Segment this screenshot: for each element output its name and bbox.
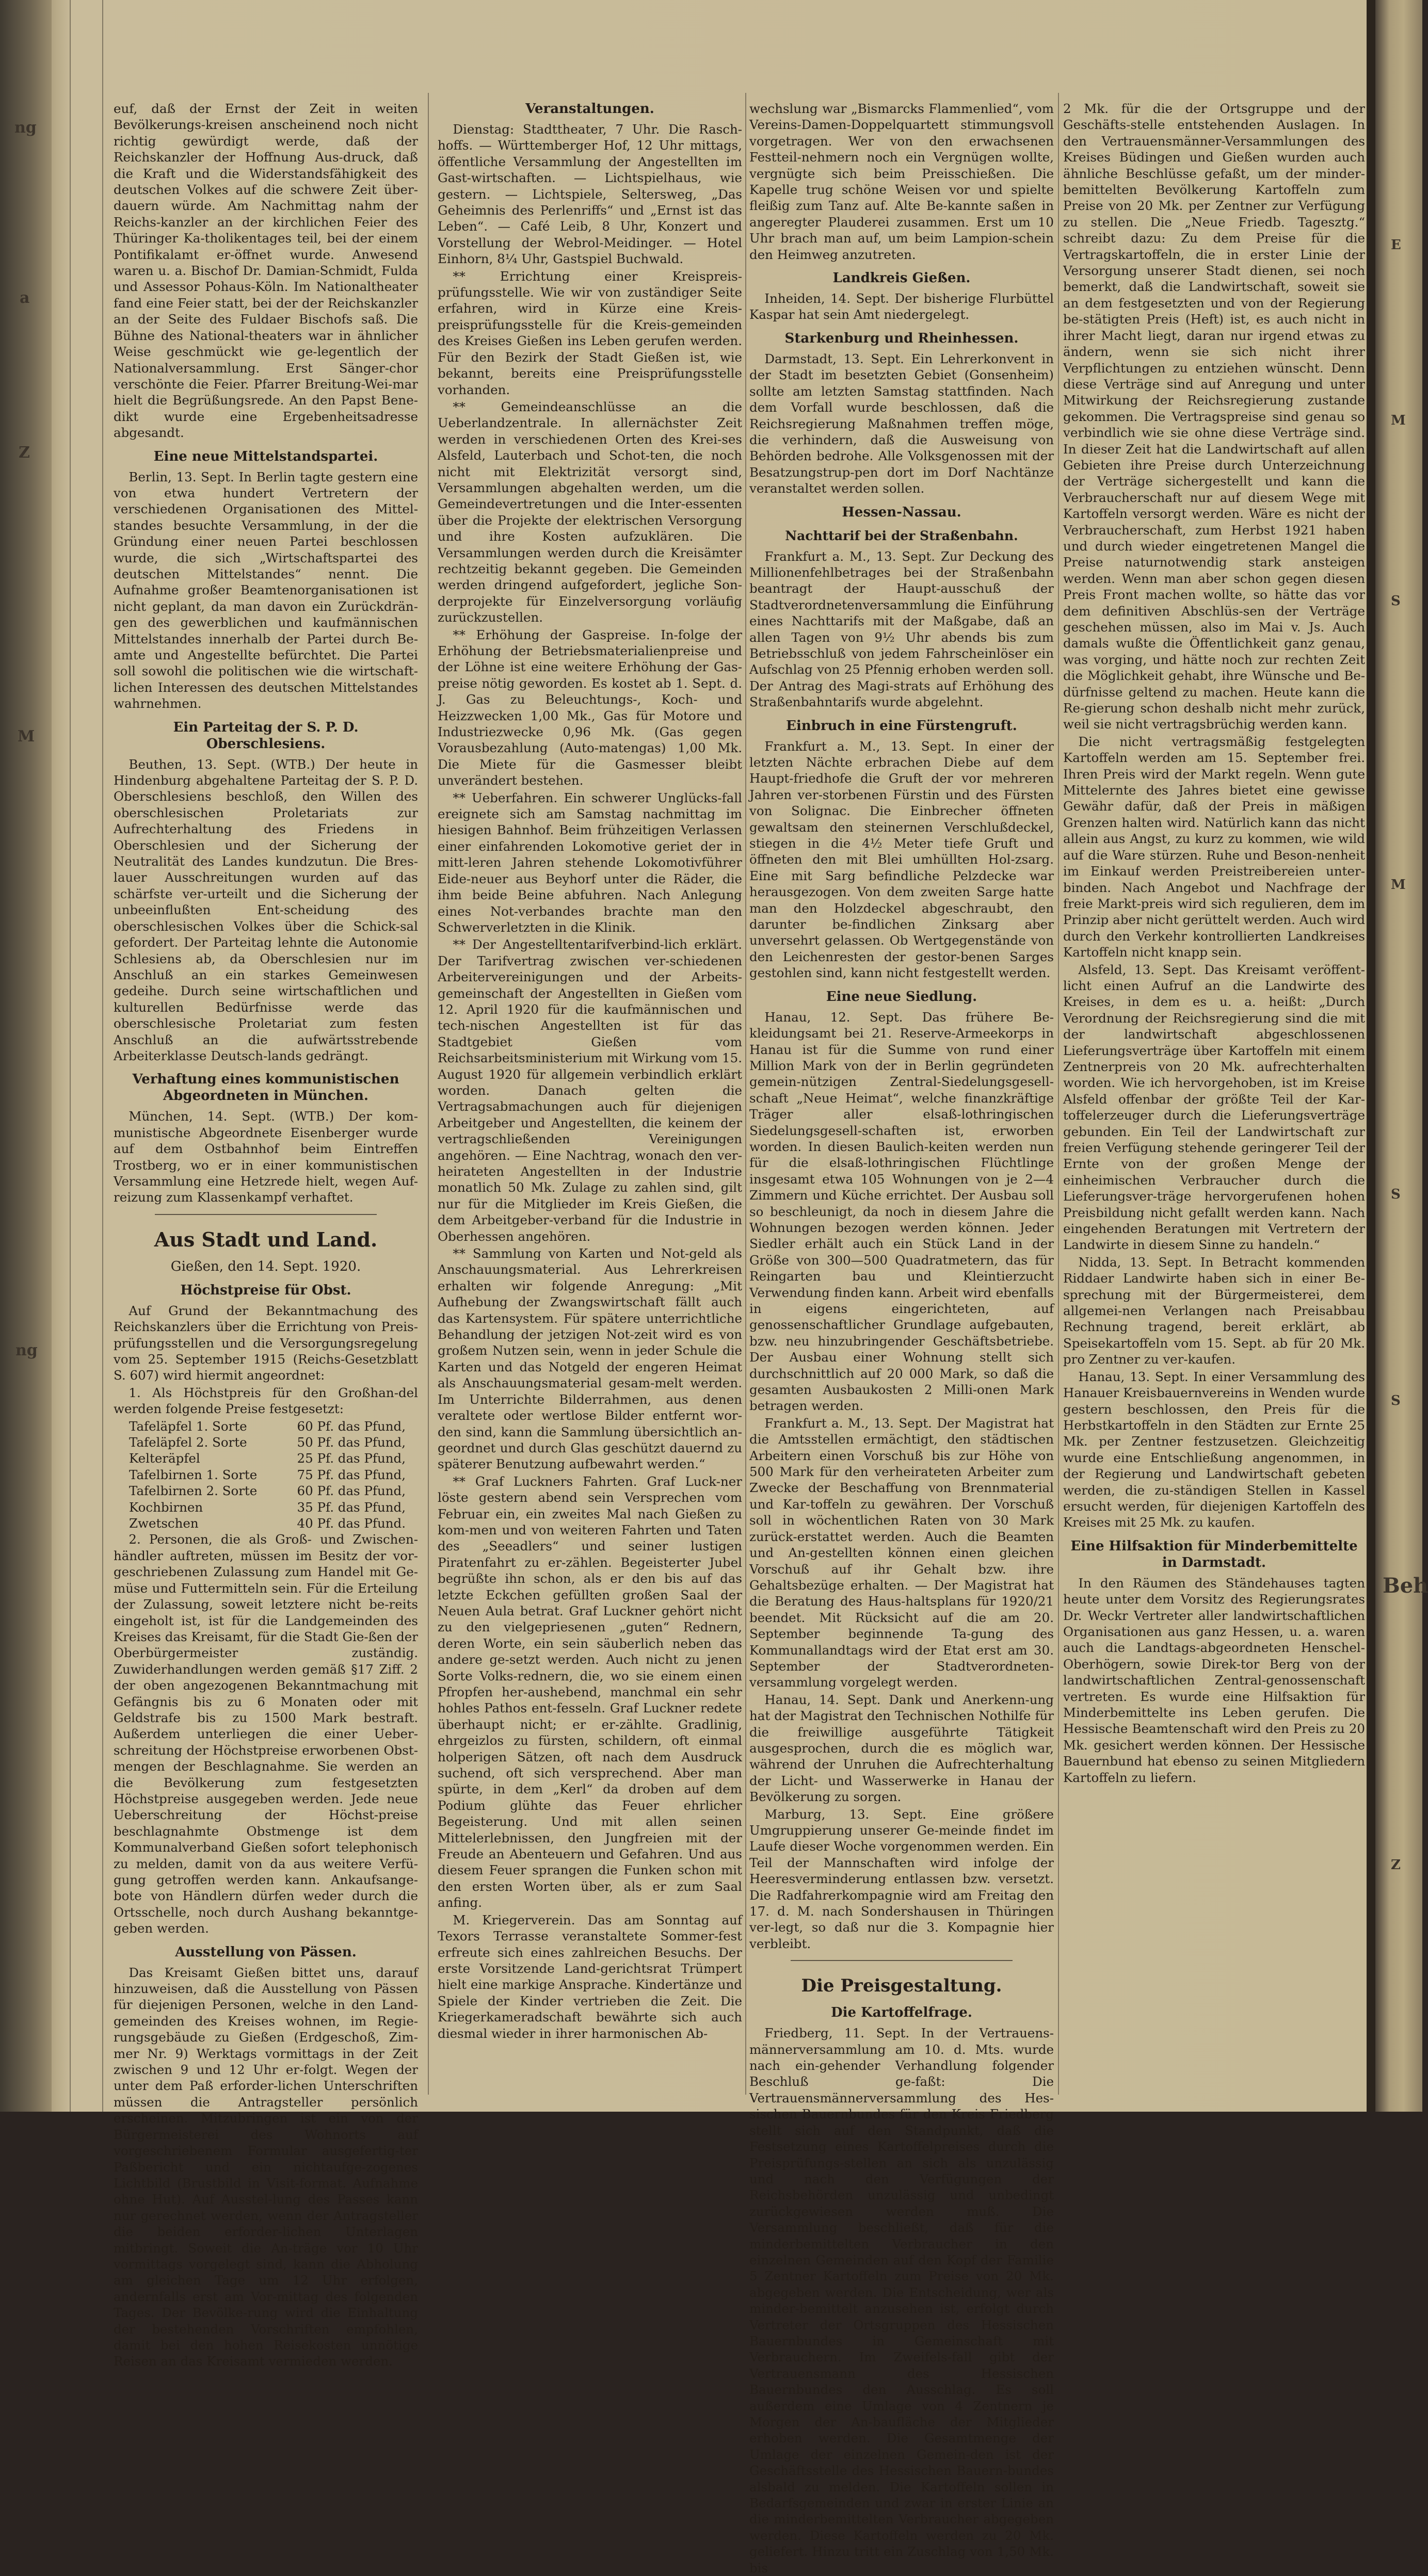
price-row [114, 1467, 418, 1483]
article-text: ** Der Angestelltentarifverbind-lich erklärt. Der Tarifvertrag zwischen ver-schiedenen Arbeitervereinigungen und der Arbeits-gemeinschaft der Angestellten in Gießen vom 12. April 1920 für die kaufmännischen und tech-nischen Angestellten ist für das Stadtgebiet Gießen vom Reichsarbeitsministerium mit Wirkung vom 15. August 1920 für allgemein verbindlich erklärt worden. Danach gelten die Vertragsabmachungen auch für diejenigen Arbeitgeber und Angestellten, die keinem der vertragschließenden Vereinigungen angehören. — Eine Nachtrag, wonach den ver-heirateten Angestellten in der Industrie monatlich 50 Mk. Zulage zu zahlen sind, gilt nur für die Mitglieder im Kreis Gießen, die dem Arbeitgeber-verband für die Industrie in Oberhessen angehören. [438, 937, 742, 1244]
right-page-fragment: M [1391, 413, 1406, 428]
article-text: Das Kreisamt Gießen bittet uns, darauf hinzuweisen, daß die Ausstellung von Pässen für diejenigen Personen, welche in den Land-gemeinden des Kreises wohnen, im Regie-rungsgebäude zu Gießen (Erdgeschoß, Zim-mer Nr. 9) Werktags vormittags in der Zeit zwischen 9 und 12 Uhr er-folgt. Wegen der unter dem Paß erforder-lichen Unterschriften müssen die Antragsteller persönlich erscheinen. Mitzubringen ist ein von der Bürgermeisterei des Wohnorts auf vorgeschriebenem Formular ausgefertig-ter Paßbericht und ein nichtaufge-zogenes Lichtbild (Brustbild in Visit-format. Aufnahme ohne Hut). Auf Ausstel-lung des Passes kann nur gerechnet werden, wenn der Antragsteller die beiden erforder-lichen Unterlagen mitbringt. Soweit die An-träge vor 10 Uhr vormittags vorgelegt sind, kann die Abholung am gleichen Tage um 12 Uhr erfolgen, andernfalls erst am Vor-mittag des folgenden Tages. Der Bevölke-rung wird die Einhaltung der bestehenden Vorschriften empfohlen, damit bei den hohen Reisekosten unnötige Reisen an das Kreisamt vermieden werden. [114, 1965, 418, 2369]
left-margin-fragment: M [18, 727, 35, 746]
right-page-edge [1375, 0, 1428, 2112]
headline-nachtarif: Nachttarif bei der Straßenbahn. [785, 528, 1018, 543]
right-page-fragment: S [1391, 1393, 1401, 1408]
left-margin-fragment: Z [19, 444, 30, 462]
column-3 [749, 101, 1054, 2575]
article-text: Frankfurt a. M., 13. Sept. Zur Deckung des Millionenfehlbetrages bei der Straßenbahn beantragt der Haupt-ausschuß der Stadtverordnetenversammlung die Einführung eines Nachttarifs mit der Maßgabe, daß an allen Tagen von 9½ Uhr abends bis zum Betriebsschluß von jedem Fahrscheinlöser ein Aufschlag von 25 Pfennig erhoben werden soll. Der Antrag des Magi-strats auf Erhöhung des Straßenbahntarifs wurde abgelehnt. [749, 548, 1054, 710]
price-item: Tafelbirnen 1. Sorte [129, 1467, 258, 1482]
price-value: 25 Pf. das Pfund, [297, 1451, 406, 1466]
headline-hoechstpreise: Höchstpreise für Obst. [180, 1282, 351, 1298]
article-text: ** Errichtung einer Kreispreis-prüfungsstelle. Wie wir von zuständiger Seite erfahren, wird in Kürze eine Kreis-preisprüfungsstelle für die Kreis-gemeinden des Kreises Gießen ins Leben gerufen werden. Für den Bezirk der Stadt Gießen ist, wie bekannt, bereits eine Preisprüfungsstelle vorhanden. [438, 268, 742, 397]
price-item: Tafelbirnen 2. Sorte [129, 1483, 258, 1499]
article-text: Frankfurt a. M., 13. Sept. In einer der letzten Nächte erbrachen Diebe auf dem Haupt-friedhofe die Gruft der vor mehreren Jahren ver-storbenen Fürstin und des Fürsten von Solignac. Die Einbrecher öffneten gewaltsam den steinernen Verschlußdeckel, stiegen in die 4½ Meter tiefe Gruft und öffneten den mit Blei umhüllten Hol-zsarg. Eine mit Sarg befindliche Pelzdecke war herausgezogen. Von dem zweiten Sarge hatte man den Holzdeckel abgeschraubt, den darunter be-findlichen Zinksarg aber unversehrt gelassen. Ob Wertgegenstände von den Leichenresten der gestor-benen Sarges gestohlen sind, kann nicht festgestellt werden. [749, 738, 1054, 981]
headline-mittelstand: Eine neue Mittelstandspartei. [153, 448, 378, 464]
article-text: Hanau, 12. Sept. Das frühere Be-kleidungsamt bei 21. Reserve-Armeekorps in Hanau ist für die Summe von rund einer Million Mark von der in Berlin gegründeten gemein-nützigen Zentral-Siedelungsgesell-schaft „Neue Heimat“, welche finanzkräftige Träger aller elsaß-lothringischen Siedelungsgesell-schaften ist, erworben worden. In diesen Baulich-keiten werden nun für die elsaß-lothringischen Flüchtlinge insgesamt etwa 105 Wohnungen von je 2—4 Zimmern und Küche errichtet. Der Ausbau soll so beschleunigt, da noch in diesem Jahre die Wohnungen bezogen werden können. Jeder Siedler erhält auch ein Stück Land in der Größe von 300—500 Quadratmetern, das für Reingarten bau und Kleintierzucht Verwendung finden kann. Arbeit wird ebenfalls in eigens eingerichteten, auf genossenschaftlicher Grundlage aufgebauten, bzw. neu hinzubringender Geschäftsbetriebe. Der Ausbau einer Wohnung stellt sich durchschnittlich auf 20 000 Mark, so daß die gesamten Ausbaukosten 2 Milli-onen Mark betragen werden. [749, 1009, 1054, 1414]
article-text: ** Ueberfahren. Ein schwerer Unglücks-fall ereignete sich am Samstag nachmittag im hiesigen Bahnhof. Beim frühzeitigen Verlassen einer einfahrenden Lokomotive geriet der in mitt-leren Jahren stehende Lokomotivführer Eide-neuer aus Beyhorf unter die Räder, die ihm beide Beine abfuhren. Nach Anlegung eines Not-verbandes brachte man den Schwerverletzten in die Klinik. [438, 790, 742, 935]
article-text: 1. Als Höchstpreis für den Großhan-del werden folgende Preise festgesetzt: [114, 1385, 418, 1417]
column-rule [745, 93, 746, 2095]
price-item: Tafeläpfel 2. Sorte [129, 1435, 247, 1450]
article-text: ** Gemeindeanschlüsse an die Ueberlandzentrale. In allernächster Zeit werden in verschiedenen Orten des Krei-ses Alsfeld, Lauterbach und Schot-ten, die noch nicht mit Elektrizität versorgt sind, Versammlungen abgehalten werden, um die Gemeindevertretungen und die Inter-essenten über die Projekte der elektrischen Versorgung und ihre Kosten aufzuklären. Die Versammlungen werden durch die Kreisämter rechtzeitig bekannt gegeben. Die Gemeinden werden dringend aufgefordert, jegliche Son-derprojekte für Einzelversorgung vorläufig zurückzustellen. [438, 399, 742, 625]
price-item: Zwetschen [129, 1516, 199, 1531]
article-text: 2 Mk. für die der Ortsgruppe und der Geschäfts-stelle entstehenden Auslagen. In den Vertrauensmänner-Versammlungen des Kreises Büdingen und Gießen wurden auch ähnliche Beschlüsse gefaßt, um der minder-bemittelten Bevölkerung Kartoffeln zum Preise von 20 Mk. per Zentner zur Verfügung zu stellen. Die „Neue Friedb. Tagesztg.“ schreibt dazu: Zu dem Preise für die Vertragskartoffeln, die in erster Linie der Versorgung unserer Stadt dienen, sei noch bemerkt, daß die Landwirtschaft, soweit sie an dem festgesetzten und von der Regierung be-stätigten Preis (Heft) ist, es auch nicht in ihrer Macht liegt, daran nur irgend etwas zu ändern, wenn sie sich nicht ihrer Verpflichtungen zu entziehen wünscht. Denn diese Verträge sind auf Anregung und unter Mitwirkung der Reichsregierung zustande gekommen. Die Vertragspreise sind genau so verbindlich wie sie ohne diese Verträge sind. In dieser Zeit hat die Landwirtschaft auf allen Gebieten ihre Preise durch Unterzeichnung der Verträge sichergestellt und kann die Verbraucherschaft nur auf diesem Wege mit Kartoffeln versorgt werden. Wäre es nicht der Verbraucherschaft, zum Herbst 1921 haben und durch wieder eingetretenen Mangel die Preise naturnotwendig stark ansteigen werden. Wenn man aber schon gegen diesen Preis Front machen wollte, so hätte das vor dem definitiven Abschlüs-sen der Verträge geschehen müssen, also im Mai v. Js. Auch damals wußte die Öffentlichkeit ganz genau, was vorging, und hätte noch zur rechten Zeit die Möglichkeit gehabt, ihre Wünsche und Be-dürfnisse geltend zu machen. Heute kann die Re-gierung schon deshalb nicht mehr zurück, weil sie nicht vertragsbrüchig werden kann. [1063, 101, 1365, 732]
right-page-fragment: S [1391, 593, 1401, 609]
right-page-fragment: S [1391, 1187, 1401, 1202]
left-margin-fragment: a [20, 289, 30, 307]
headline-paesse: Ausstellung von Pässen. [175, 1944, 357, 1960]
left-margin-fragment: ng [14, 119, 37, 137]
section-divider [155, 1214, 377, 1215]
left-margin-fragment: ng [15, 1341, 38, 1359]
price-row [114, 1483, 418, 1499]
column-rule [1058, 93, 1059, 2095]
article-text: euf, daß der Ernst der Zeit in weiten Bevölkerungs-kreisen anscheinend noch nicht richtig gewürdigt werde, daß der Reichskanzler der Hoffnung Aus-druck, daß die Kraft und die Widerstandsfähigkeit des deutschen Volkes auf die schwere Zeit über-dauern würde. Am Nachmittag nahm der Reichs-kanzler an der kirchlichen Feier des Thüringer Ka-tholikentages teil, bei der einem Pontifikalamt er-öffnet wurde. Anwesend waren u. a. Bischof Dr. Damian-Schmidt, Fulda und Assessor Pohaus-Köln. Im Nationaltheater fand eine Feier statt, bei der der Reichskanzler an der Seite des Fuldaer Bischofs saß. Die Bühne des National-theaters war in ähnlicher Weise geschmückt wie ge-legentlich der Nationalversammlung. Erst Sänger-chor verschönte die Feier. Pfarrer Breitung-Wei-mar hielt die Begrüßungsrede. An den Papst Bene-dikt wurde eine Ergebenheitsadresse abgesandt. [114, 101, 418, 441]
price-row [114, 1515, 418, 1531]
binding-edge [102, 0, 103, 2112]
price-row [114, 1418, 418, 1434]
price-value: 50 Pf. das Pfund, [297, 1435, 406, 1450]
right-page-fragment: E [1391, 237, 1401, 253]
article-text: Frankfurt a. M., 13. Sept. Der Magistrat hat die Amtsstellen ermächtigt, den städtischen Arbeitern einen Vorschuß bis zur Höhe von 500 Mark für den verheirateten Arbeiter zum Zwecke der Beschaffung von Brennmaterial und Kar-toffeln zu gewähren. Der Vorschuß soll in wöchentlichen Raten von 30 Mark zurück-erstattet werden. Auch die Beamten und An-gestellten können einen gleichen Vorschuß auf ihr Gehalt bzw. ihre Gehaltsbezüge erhalten. — Der Magistrat hat die Beratung des Haus-haltsplans für 1920/21 beendet. Mit Rücksicht auf die am 20. September beginnende Ta-gung des Kommunallandtags wird der Etat erst am 30. September der Stadtverordneten-versammlung vorgelegt werden. [749, 1415, 1054, 1690]
price-value: 40 Pf. das Pfund. [297, 1516, 406, 1531]
right-page-fragment: Z [1391, 1857, 1401, 1873]
price-item: Kelteräpfel [129, 1451, 200, 1466]
price-value: 35 Pf. das Pfund, [297, 1499, 406, 1515]
article-text: Alsfeld, 13. Sept. Das Kreisamt veröffent-licht einen Aufruf an die Landwirte des Kreises, in dem es u. a. heißt: „Durch Verordnung der Reichsregierung sind die mit der landwirtschaft abgeschlossenen Lieferungsverträge über Kartoffeln mit einem Zentnerpreis von 20 Mk. aufrechterhalten worden. Wie ich hervorgehoben, ist im Kreise Alsfeld offenbar der größte Teil der Kar-toffelerzeuger durch die Lieferungsverträge gebunden. Ein Teil der Landwirtschaft zur freien Verfügung stehende geringerer Teil der Ernte von der großen Menge der einheimischen Verbraucher durch die Lieferungsver-träge hervorgerufenen hohen Preisbildung nicht gefallt werden kann. Nach eingehenden Beratungen mit Vertretern der Landwirte in diesem Sinne zu handeln.“ [1063, 962, 1365, 1253]
right-page-fragment: Beh [1383, 1574, 1428, 1598]
headline-veranstaltungen: Veranstaltungen. [525, 101, 654, 117]
left-page-edge [0, 0, 52, 2112]
article-text: Inheiden, 14. Sept. Der bisherige Flurbüttel Kaspar hat sein Amt niedergelegt. [749, 291, 1054, 322]
price-item: Tafeläpfel 1. Sorte [129, 1418, 247, 1434]
headline-hilfsaktion: Eine Hilfsaktion für Minderbemittelte in Darmstadt. [1070, 1538, 1358, 1570]
column-2 [438, 101, 742, 2092]
article-text: Die nicht vertragsmäßig festgelegten Kartoffeln werden am 15. September frei. Ihren Preis wird der Markt regeln. Wenn gute Mittelernte des Jahres bietet eine gewisse Gewähr dafür, daß der Preis in mäßigen Grenzen halten wird. Natürlich kann das nicht allein aus Angst, zu kurz zu kommen, wie wild auf die Ware stürzen. Ruhe und Beson-nenheit im Einkauf werden Preistreibereien unter-binden. Nach Angebot und Nachfrage der freie Markt-preis wird sich regulieren, dem im Prinzip aber nicht gerüttelt werden. Auch wird durch den Verkehr kontrollierten Landkreises Kartoffeln nicht knapp sein. [1063, 734, 1365, 960]
article-text: wechslung war „Bismarcks Flammenlied“, vom Vereins-Damen-Doppelquartett stimmungsvoll vorgetragen. Wer von den erwachsenen Festteil-nehmern noch ein Vergnügen wollte, vergnügte sich beim Preisschießen. Die Kapelle trug schöne Weisen vor und spielte fleißig zum Tanz auf. Alte Be-kannte saßen in angeregter Plauderei zusammen. Erst um 10 Uhr brach man auf, um beim Lampion-schein den Heimweg anzutreten. [749, 101, 1054, 262]
article-text: ** Graf Luckners Fahrten. Graf Luck-ner löste gestern abend sein Versprechen vom Februar ein, ein zweites Mal nach Gießen zu kom-men und von weiteren Fahrten und Taten des „Seeadlers“ und seiner lustigen Piratenfahrt zu er-zählen. Begeisterter Jubel begrüßte ihn schon, als er den bis auf das letzte Eckchen gefüllten großen Saal der Neuen Aula betrat. Graf Luckner gehört nicht zu den vielgepriesenen „guten“ Rednern, deren Worte, ein sein säuberlich neben das andere ge-setzt werden. Auch nicht zu jenen Sorte Volks-rednern, die, wo sie einem einen Pfropfen her-aushebend, manchmal ein sehr hohles Pathos ent-fesseln. Graf Luckner redete überhaupt nicht; er er-zählte. Gradlinig, ehrgeizlos zu fürsten, schildern, oft einmal holperigen Sätzen, oft nach dem Ausdruck suchend, oft sich versprechend. Aber man spürte, in dem „Kerl“ da droben auf dem Podium glühte das Feuer ehrlicher Begeisterung. Und mit allen seinen Mittelerlebnissen, den Jungfreien mit der Freude an Abenteuern und Gefahren. Und aus diesem Feuer sprangen die Funken schon mit den ersten Worten über, als er zum Saal anfing. [438, 1473, 742, 1910]
article-text: M. Kriegerverein. Das am Sonntag auf Texors Terrasse veranstaltete Sommer-fest erfreute sich eines zahlreichen Besuchs. Der erste Vorsitzende Land-gerichtsrat Trümpert hielt eine markige Ansprache. Kindertänze und Spiele der Kinder vertrieben die Zeit. Die Kriegerkameradschaft bewährte sich auch diesmal wieder in ihrer harmonischen Ab- [438, 1912, 742, 2041]
price-list [114, 1418, 418, 1532]
headline-fuerstengruft: Einbruch in eine Fürstengruft. [786, 718, 1017, 734]
price-value: 60 Pf. das Pfund, [297, 1483, 406, 1499]
column-4 [1063, 101, 1365, 2092]
headline-verhaftung: Verhaftung eines kommunistischen Abgeordneten in München. [132, 1072, 399, 1104]
column-rule [428, 93, 429, 2095]
headline-hessen-nassau: Hessen-Nassau. [842, 504, 961, 520]
article-text: Friedberg, 11. Sept. In der Vertrauens-männerversammlung am 10. d. Mts. wurde nach ein-gehender Verhandlung folgender Beschluß ge-faßt: Die Vertrauensmännerversammlung des Hes-sischen Bauernbundes für den Kreis Friedberg stellt sich auf den Standpunkt, daß die Festsetzung eines Kartoffelpreises durch die Preisprüfungs-stellen an sich als unzulässig und nach den Verfügungen der Reichsbehörden unzulässig und unbedingt zurückgewiesen werden muß. Die Versammlung beschließt, daß für die minderbemittelten Verbraucher in den einzelnen Gemeinden auf den Kopf der Familie 5 Zentner Kartoffeln zum Preise von 20 Mk. abgegeben werden. Die Entscheidung, wer als minder-bemittelt anzusehen ist, erfolgt durch Vertreter der Ortsgruppen des Hessischen Bauernbundes in Gemeinschaft mit Verbrauchern. Im Zweifels-fall gibt der Vertrauensmann des Hessischen Bauernbundes den Ausschlag. Es soll außerdem eine Umlage von 4 Zentnern je Morgen der An-baufläche der Mitglieder erhoben werden. Die Gesamtmenge der Umlage der einzelnen Gemein-den ist der Geschäftsstelle des Hessischen Bauern-bundes alsbald zu melden. Die Kartoffeln sollen in Bedarfsgemeinden und zwar in erster Linie an die minderbemittelten Verbraucher abgegeben werden. Diese Kartoffeln werden zu 20 Mk. geliefert. Hinzu tritt ein Zuschlag von 1,50 Mk. bis [749, 2026, 1054, 2575]
dateline: Gießen, den 14. Sept. 1920. [170, 1258, 361, 1274]
price-row [114, 1450, 418, 1466]
section-divider [791, 1960, 1013, 1961]
headline-starkenburg: Starkenburg und Rheinhessen. [784, 330, 1019, 346]
section-title-preisgestaltung: Die Preisgestaltung. [801, 1975, 1002, 1997]
binding-edge [70, 0, 71, 2112]
article-text: Berlin, 13. Sept. In Berlin tagte gestern eine von etwa hundert Vertretern der verschiedenen Organisationen des Mittel-standes besuchte Versammlung, in der die Gründung einer neuen Partei beschlossen wurde, die sich „Wirtschaftspartei des deutschen Mittelstandes“ nennt. Die Aufnahme großer Beamtenorganisationen ist nicht geplant, da man davon ein Zurückdrän-gen des gewerblichen und kaufmännischen Mittelstandes innerhalb der Partei durch Be-amte und Angestellte befürchtet. Die Partei soll sowohl die politischen wie die wirtschaft-lichen Interessen des deutschen Mittelstandes wahrnehmen. [114, 469, 418, 711]
article-text: Darmstadt, 13. Sept. Ein Lehrerkonvent in der Stadt im besetzten Gebiet (Gonsenheim) sollte am letzten Samstag stattfinden. Nach dem Vorfall wurde beschlossen, daß die Reichsregierung Maßnahmen treffen möge, die verhindern, daß die Ausweisung von Behörden bedrohe. Alle Volksgenossen mit der Besatzungstrup-pen dort im Dorf Nachtänze veranstaltet werden sollen. [749, 351, 1054, 496]
headline-parteitag: Ein Parteitag der S. P. D. Oberschlesiens. [173, 719, 359, 752]
article-text: Dienstag: Stadttheater, 7 Uhr. Die Rasch-hoffs. — Württemberger Hof, 12 Uhr mittags, öffentliche Versammlung der Angestellten im Gast-wirtschaften. — Lichtspielhaus, wie gestern. — Lichtspiele, Seltersweg, „Das Geheimnis des Perlenriffs“ und „Ernst ist das Leben“. — Café Leib, 8 Uhr, Konzert und Vorstellung der Webrol-Meidinger. — Hotel Einhorn, 8¼ Uhr, Gastspiel Buchwald. [438, 122, 742, 267]
article-text: In den Räumen des Ständehauses tagten heute unter dem Vorsitz des Regierungsrates Dr. Weckr Vertreter aller landwirtschaftlichen Organisationen aus ganz Hessen, u. a. waren auch die Landtags-abgeordneten Henschel-Oberhögern, sowie Direk-tor Berg von der landwirtschaftlichen Zentral-genossenschaft vertreten. Es wurde eine Hilfsaktion für Minderbemittelte ins Leben gerufen. Die Hessische Beamtenschaft wird den Preis zu 20 Mk. gesichert werden können. Der Hessische Bauernbund hat ebenso zu seinen Mitgliedern Kartoffeln zu liefern. [1063, 1575, 1365, 1785]
price-item: Kochbirnen [129, 1499, 203, 1515]
headline-siedlung: Eine neue Siedlung. [826, 989, 977, 1005]
article-text: München, 14. Sept. (WTB.) Der kom-munistische Abgeordnete Eisenberger wurde auf dem Ostbahnhof beim Eintreffen Trostberg, wo er in einer kommunistischen Versammlung eine Hetzrede hielt, wegen Auf-reizung zum Klassenkampf verhaftet. [114, 1109, 418, 1205]
article-text: Auf Grund der Bekanntmachung des Reichskanzlers über die Errichtung von Preis-prüfungsstellen und die Versorgungsregelung vom 25. September 1915 (Reichs-Gesetzblatt S. 607) wird hiermit angeordnet: [114, 1303, 418, 1383]
right-page-fragment: M [1391, 877, 1406, 893]
headline-landkreis: Landkreis Gießen. [832, 270, 971, 286]
article-text: Hanau, 13. Sept. In einer Versammlung des Hanauer Kreisbauernvereins in Wenden wurde gestern beschlossen, den Preis für die Herbstkartoffeln in den Städten zur Ernte 25 Mk. per Zentner festzusetzen. Gleichzeitig wurde eine Entschließung angenommen, in der Regierung und Landwirtschaft gebeten werden, die zu-ständigen Stellen in Kassel ersucht werden, für diejenigen Kartoffeln des Kreises mit 25 Mk. zu kaufen. [1063, 1369, 1365, 1530]
column-1 [114, 101, 418, 2369]
page-gutter [1367, 0, 1375, 2112]
headline-kartoffelfrage: Die Kartoffelfrage. [831, 2005, 972, 2021]
price-row [114, 1499, 418, 1515]
article-text: Nidda, 13. Sept. In Betracht kommenden Riddaer Landwirte haben sich in einer Be-sprechung mit der Bürgermeisterei, dem allgemei-nen Verlangen nach Preisabbau Rechnung tragend, bereit erklärt, ab Speisekartoffeln vom 15. Sept. ab für 20 Mk. pro Zentner zu ver-kaufen. [1063, 1254, 1365, 1367]
price-row [114, 1434, 418, 1450]
price-value: 60 Pf. das Pfund, [297, 1418, 406, 1434]
section-title-stadt-land: Aus Stadt und Land. [154, 1227, 378, 1251]
article-text: Hanau, 14. Sept. Dank und Anerkenn-ung hat der Magistrat den Technischen Nothilfe für die freiwillige ausgeführte Tätigkeit ausgesprochen, durch die es möglich war, während der Unruhen die Aufrechterhaltung der Licht- und Wasserwerke in Hanau der Bevölkerung zu sorgen. [749, 1692, 1054, 1805]
price-value: 75 Pf. das Pfund, [297, 1467, 406, 1482]
article-text: Marburg, 13. Sept. Eine größere Umgruppierung unserer Ge-meinde findet im Laufe dieser Woche vorgenommen werden. Ein Teil der Mannschaften wird infolge der Heeresverminderung entlassen bzw. versetzt. Die Radfahrerkompagnie wird am Freitag den 17. d. M. nach Sondershausen in Thüringen ver-legt, so daß nur die 3. Kompagnie hier verbleibt. [749, 1806, 1054, 1951]
article-text: ** Erhöhung der Gaspreise. In-folge der Erhöhung der Betriebsmaterialienpreise und der Löhne ist eine weitere Erhöhung der Gas-preise nötig geworden. Es kostet ab 1. Sept. d. J. Gas zu Beleuchtungs-, Koch- und Heizzwecken 1,00 Mk., Gas für Motore und Industriezwecke 0,96 Mk. (Gas gegen Vorausbezahlung (Auto-matengas) 1,00 Mk. Die Miete für die Gasmesser bleibt unverändert bestehen. [438, 627, 742, 788]
article-text: 2. Personen, die als Groß- und Zwischen-händler auftreten, müssen im Besitz der vor-geschriebenen Zulassung zum Handel mit Ge-müse und Futtermitteln sein. Für die Erteilung der Zulassung, soweit letztere nicht be-reits eingeholt ist, ist für die Landgemeinden des Kreises das Kreisamt, für die Stadt Gie-ßen der Oberbürgermeister zuständig. Zuwiderhandlungen werden gemäß §17 Ziff. 2 der oben angezogenen Bekanntmachung mit Gefängnis bis zu 6 Monaten oder mit Geldstrafe bis zu 1500 Mark bestraft. Außerdem unterliegen die einer Ueber-schreitung der Höchstpreise erworbenen Obst-mengen der Beschlagnahme. Sie werden an die Bevölkerung zum festgesetzten Höchstpreise ausgegeben werden. Jede neue Ueberschreitung der Höchst-preise beschlagnahmte Obstmenge ist dem Kommunalverband Gießen sofort telephonisch zu melden, damit von da aus weitere Verfü-gung getroffen werden kann. Ankaufsange-bote von Händlern dürfen weder durch die Ortsschelle, noch durch Aushang bekanntge-geben werden. [114, 1532, 418, 1936]
article-text: Beuthen, 13. Sept. (WTB.) Der heute in Hindenburg abgehaltene Parteitag der S. P. D. Oberschlesiens beschloß, den Willen des oberschlesischen Proletariats zur Aufrechterhaltung des Friedens in Oberschlesien und der Sicherung der Neutralität des Landes kundzutun. Die Bres-lauer Ausschreitungen wurden auf das schärfste ver-urteilt und die Sicherung der unbeeinflußten Ent-scheidung des oberschlesischen Volkes über die Schick-sal gefordert. Der Parteitag lehnte die Autonomie Schlesiens ab, da Oberschlesien nur im Anschluß an ein starkes Gemeinwesen gedeihe. Durch seine wirtschaftlichen und kulturellen Bedürfnisse werde das oberschlesische Proletariat zum festen Anschluß an die aufwärtsstrebende Arbeiterklasse Deutsch-lands gedrängt. [114, 756, 418, 1063]
article-text: ** Sammlung von Karten und Not-geld als Anschauungsmaterial. Aus Lehrerkreisen erhalten wir folgende Anregung: „Mit Aufhebung der Zwangswirtschaft fällt auch das Kartensystem. Für spätere unterrichtliche Behandlung der jetzigen Not-zeit wird es von großem Nutzen sein, wenn in jeder Schule die Karten und das Notgeld der engeren Heimat als Anschauungsmaterial gesam-melt werden. Im Unterrichte Bilderrahmen, aus denen veraltete oder wertlose Bilder entfernt wor-den sind, kann die Sammlung übersichtlich an-geordnet und durch Glas geschützt dauernd zu späterer Benutzung aufbewahrt werden.“ [438, 1246, 742, 1472]
